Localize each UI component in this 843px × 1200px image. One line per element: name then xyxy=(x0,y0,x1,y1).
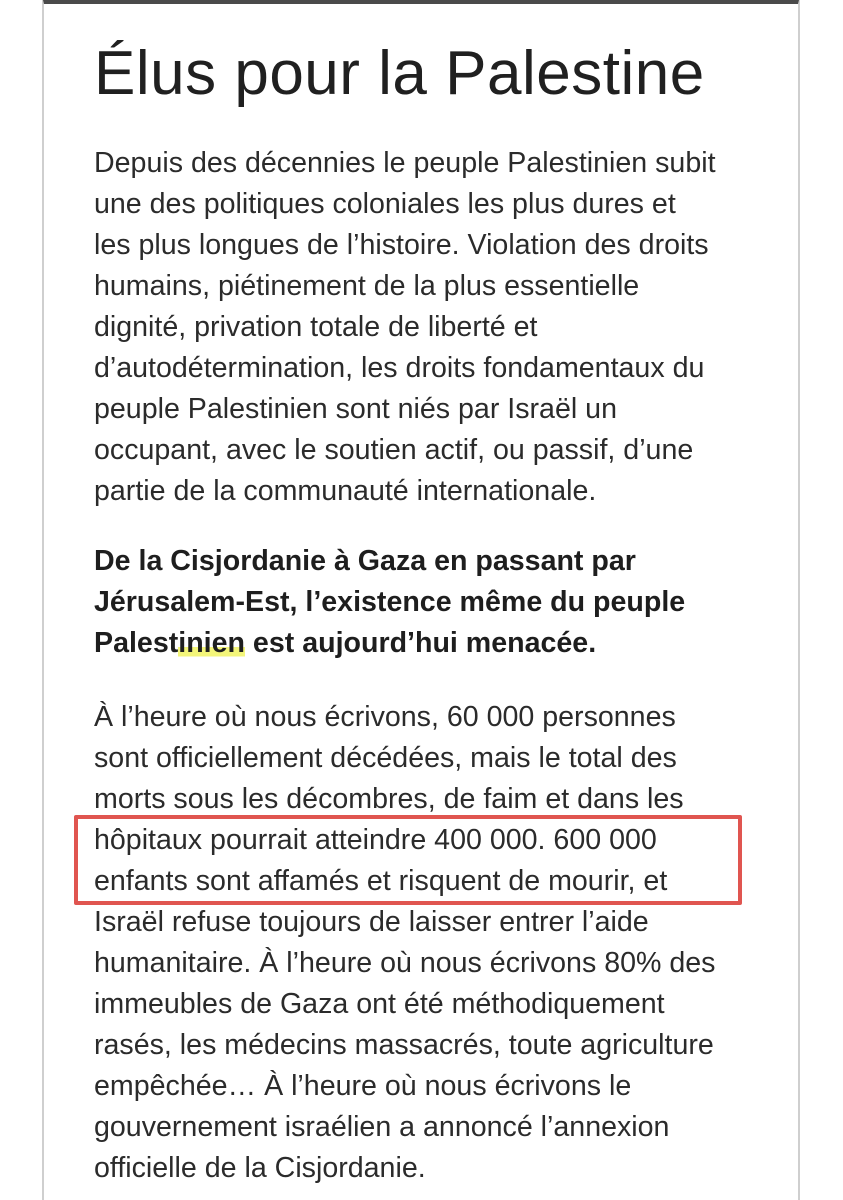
text-line: À l’heure où nous écrivons, 60 000 personnes xyxy=(94,701,676,733)
text-line: Israël refuse toujours de laisser entrer l’aide xyxy=(94,906,649,938)
text-line: les plus longues de l’histoire. Violation des droits xyxy=(94,229,709,261)
text-line: d’autodétermination, les droits fondamentaux du xyxy=(94,352,705,384)
text-line: morts sous les décombres, de faim et dans les xyxy=(94,783,684,815)
text-line: hôpitaux pourrait atteindre 400 000. 600 000 xyxy=(94,824,657,856)
text-line: occupant, avec le soutien actif, ou passif, d’une xyxy=(94,434,694,466)
text-line: Jérusalem-Est, l’existence même du peuple xyxy=(94,586,686,618)
text-line xyxy=(94,623,754,664)
text-line: De la Cisjordanie à Gaza en passant par xyxy=(94,545,636,577)
text-line: humains, piétinement de la plus essentielle xyxy=(94,270,640,302)
text-line: officielle de la Cisjordanie. xyxy=(94,1152,426,1184)
text-line: gouvernement israélien a annoncé l’annexion xyxy=(94,1111,670,1143)
text-line: humanitaire. À l’heure où nous écrivons 80% des xyxy=(94,947,716,979)
article-title: Élus pour la Palestine xyxy=(94,39,705,108)
text-line: empêchée… À l’heure où nous écrivons le xyxy=(94,1070,632,1102)
text-line: rasés, les médecins massacrés, toute agriculture xyxy=(94,1029,714,1061)
text-line: partie de la communauté internationale. xyxy=(94,475,597,507)
text-line: sont officiellement décédées, mais le total des xyxy=(94,742,677,774)
text-line: peuple Palestinien sont niés par Israël un xyxy=(94,393,617,425)
text-segment: est aujourd’hui menacée. xyxy=(244,627,597,659)
text-line: enfants sont affamés et risquent de mourir, et xyxy=(94,865,668,897)
text-line: Depuis des décennies le peuple Palestinien subit xyxy=(94,147,716,179)
text-segment: Palest xyxy=(94,627,179,659)
highlighted-text: inien xyxy=(178,627,245,659)
text-line: dignité, privation totale de liberté et xyxy=(94,311,538,343)
intro-paragraph xyxy=(94,143,754,512)
text-line: immeubles de Gaza ont été méthodiquement xyxy=(94,988,665,1020)
text-line: une des politiques coloniales les plus dures et xyxy=(94,188,676,220)
body-paragraph xyxy=(94,697,754,1189)
bold-statement xyxy=(94,541,754,664)
